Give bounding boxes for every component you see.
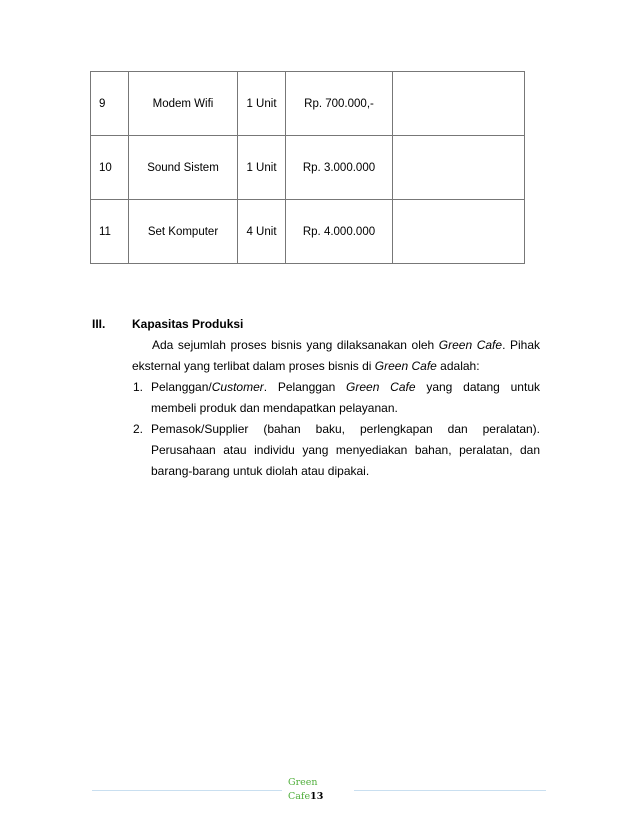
list-item-text: Pemasok/Supplier (bahan baku, perlengkapan dan peralatan).: [151, 422, 540, 436]
item-price: Rp. 3.000.000: [286, 136, 393, 200]
page-number: 13: [310, 791, 324, 802]
footer-brand: Cafe: [288, 791, 311, 802]
row-number: 11: [91, 200, 129, 264]
table-row: [91, 200, 525, 264]
item-note: [393, 136, 525, 200]
list-item: [132, 419, 540, 482]
list-item-number: 2.: [133, 422, 144, 436]
list-item-text: Perusahaan atau individu yang menyediakan bahan, peralatan, dan barang-barang untuk diolah atau dipakai.: [151, 443, 540, 478]
external-parties-list: [132, 377, 540, 482]
equipment-table: [90, 71, 525, 264]
item-name: Set Komputer: [129, 200, 238, 264]
item-note: [393, 72, 525, 136]
section-intro-paragraph: Ada sejumlah proses bisnis yang dilaksanakan oleh Green Cafe. Pihak eksternal yang terlibat dalam proses bisnis di Green Cafe adalah:: [132, 338, 540, 373]
item-name: Sound Sistem: [129, 136, 238, 200]
section-number: III.: [92, 317, 106, 331]
item-price: Rp. 4.000.000: [286, 200, 393, 264]
list-item-text: Pelanggan/Customer. Pelanggan Green Cafe yang datang untuk membeli produk dan mendapatkan pelayanan.: [151, 380, 540, 415]
item-quantity: 4 Unit: [238, 200, 286, 264]
footer-divider: [354, 790, 546, 791]
section-title: Kapasitas Produksi: [132, 317, 244, 331]
row-number: 9: [91, 72, 129, 136]
table-row: [91, 72, 525, 136]
item-price: Rp. 700.000,-: [286, 72, 393, 136]
item-name: Modem Wifi: [129, 72, 238, 136]
item-note: [393, 200, 525, 264]
list-item-number: 1.: [133, 380, 144, 394]
item-quantity: 1 Unit: [238, 72, 286, 136]
row-number: 10: [91, 136, 129, 200]
footer-divider: [92, 790, 282, 791]
page-footer: [288, 776, 323, 804]
footer-brand: Green: [288, 777, 318, 788]
list-item: [132, 377, 540, 419]
item-quantity: 1 Unit: [238, 136, 286, 200]
table-row: [91, 136, 525, 200]
